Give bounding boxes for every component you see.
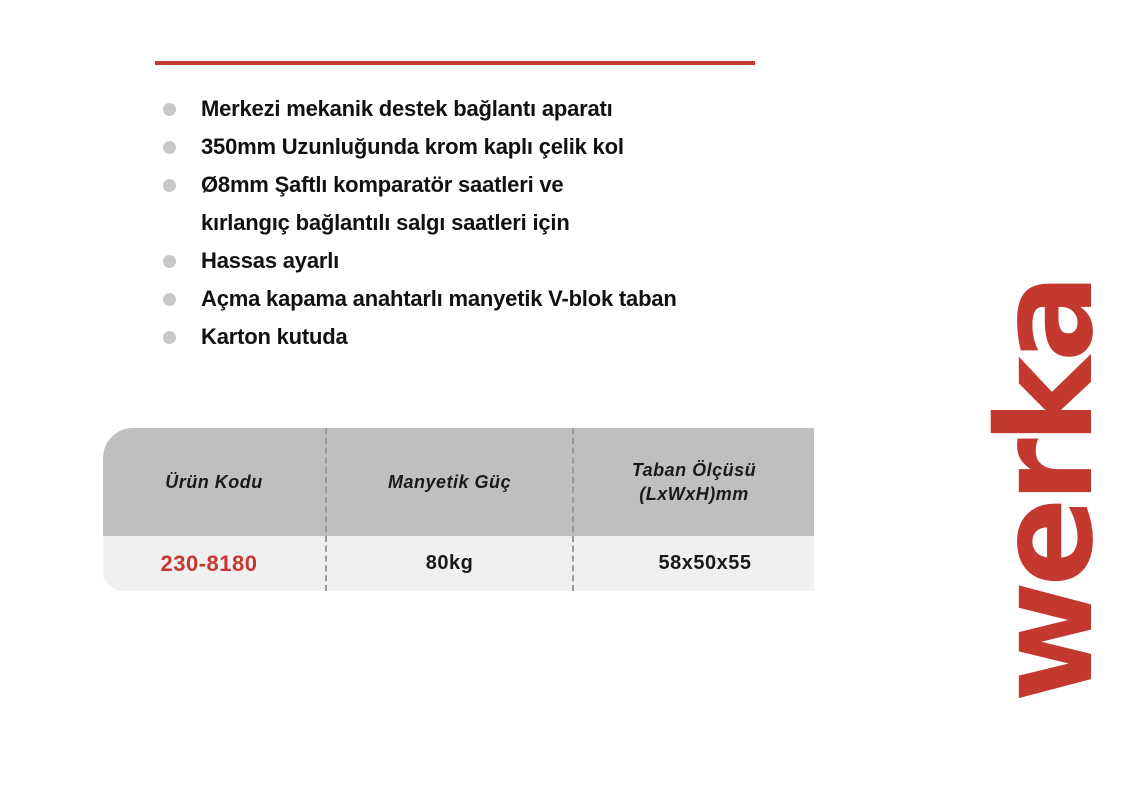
cell-product-code: 230-8180 xyxy=(160,550,258,576)
feature-text-continued: kırlangıç bağlantılı salgı saatleri için xyxy=(201,210,570,235)
feature-item xyxy=(160,90,677,128)
header-base-size-line2: (LxWxH)mm xyxy=(639,484,749,504)
header-magnetic-power: Manyetik Güç xyxy=(387,472,512,492)
feature-text: Açma kapama anahtarlı manyetik V-blok taban xyxy=(201,286,677,311)
feature-item xyxy=(160,318,677,356)
feature-item xyxy=(160,280,677,318)
header-base-size xyxy=(574,428,814,536)
top-divider xyxy=(155,61,755,65)
bullet-icon xyxy=(163,141,176,154)
feature-text: Karton kutuda xyxy=(201,324,348,349)
cell-magnetic-power: 80kg xyxy=(425,552,474,574)
bullet-icon xyxy=(163,179,176,192)
header-base-size-line1: Taban Ölçüsü xyxy=(631,460,757,480)
bullet-icon xyxy=(163,103,176,116)
feature-list xyxy=(160,90,677,356)
feature-item xyxy=(160,242,677,280)
feature-text: Hassas ayarlı xyxy=(201,248,340,273)
werka-logo-text: werka xyxy=(969,278,1123,703)
bullet-icon xyxy=(163,255,176,268)
cell-base-size: 58x50x55 xyxy=(658,552,752,574)
spec-table xyxy=(103,428,814,591)
feature-text: Merkezi mekanik destek bağlantı aparatı xyxy=(201,96,613,121)
feature-item xyxy=(160,166,677,242)
werka-logo xyxy=(969,238,1123,743)
header-product-code: Ürün Kodu xyxy=(165,472,263,492)
feature-item xyxy=(160,128,677,166)
feature-text: Ø8mm Şaftlı komparatör saatleri ve xyxy=(201,172,564,197)
bullet-icon xyxy=(163,293,176,306)
bullet-icon xyxy=(163,331,176,344)
feature-text: 350mm Uzunluğunda krom kaplı çelik kol xyxy=(201,134,624,159)
